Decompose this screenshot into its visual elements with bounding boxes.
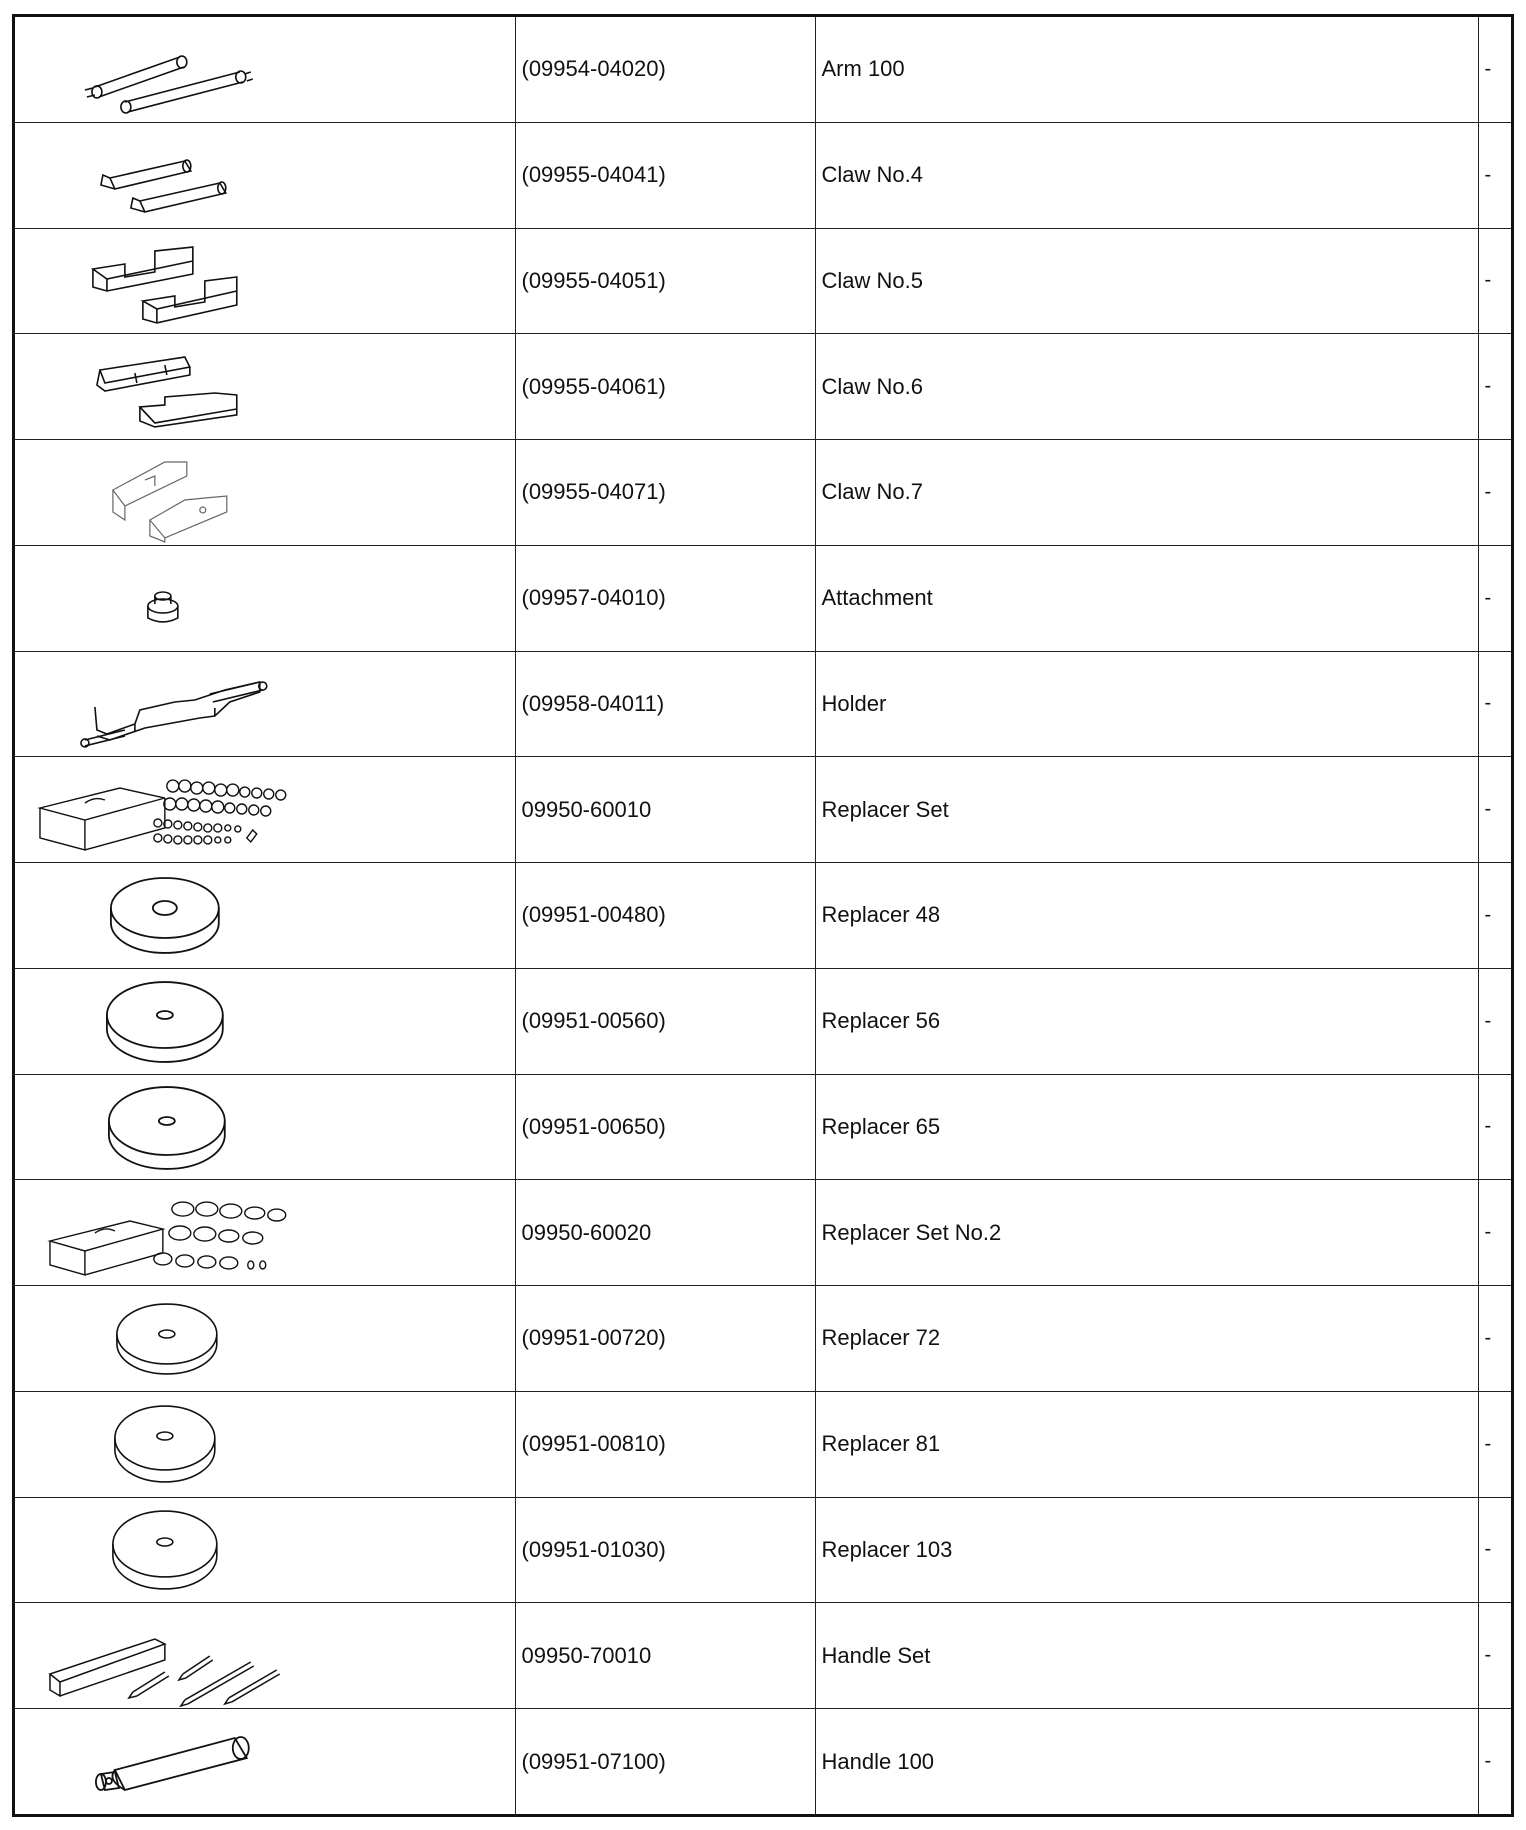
tool-name: Attachment: [815, 545, 1478, 651]
table-row: [15, 545, 1511, 651]
tool-name: Claw No.4: [815, 122, 1478, 228]
attachment-icon: [15, 546, 515, 650]
part-number: (09955-04041): [515, 122, 815, 228]
part-number: 09950-70010: [515, 1603, 815, 1709]
remark-cell: -: [1478, 1497, 1511, 1603]
tool-illustration-cell: [15, 122, 515, 228]
table-row: [15, 228, 1511, 334]
tool-name: Holder: [815, 651, 1478, 757]
table-row: [15, 1074, 1511, 1180]
tool-illustration-cell: [15, 545, 515, 651]
part-number: (09957-04010): [515, 545, 815, 651]
tool-illustration-cell: [15, 1391, 515, 1497]
remark-cell: -: [1478, 1391, 1511, 1497]
tool-name: Claw No.5: [815, 228, 1478, 334]
part-number: (09958-04011): [515, 651, 815, 757]
tool-illustration-cell: [15, 968, 515, 1074]
claw-no4-icon: [15, 123, 515, 227]
claw-no5-icon: [15, 229, 515, 333]
remark-cell: -: [1478, 1074, 1511, 1180]
replacer-disc-icon: [15, 969, 515, 1073]
table-row: [15, 1391, 1511, 1497]
part-number: (09951-01030): [515, 1497, 815, 1603]
tool-name: Replacer 103: [815, 1497, 1478, 1603]
remark-cell: -: [1478, 334, 1511, 440]
remark-cell: -: [1478, 17, 1511, 122]
tool-list-sheet: [12, 14, 1514, 1817]
replacer-disc-icon: [15, 1392, 515, 1496]
part-number: (09951-00810): [515, 1391, 815, 1497]
tool-illustration-cell: [15, 757, 515, 863]
table-row: [15, 651, 1511, 757]
part-number: (09951-00480): [515, 863, 815, 969]
tool-illustration-cell: [15, 863, 515, 969]
part-number: (09951-00560): [515, 968, 815, 1074]
table-row: [15, 968, 1511, 1074]
handle-icon: [15, 1710, 515, 1814]
replacer-set-no2-icon: [15, 1181, 515, 1285]
tool-name: Arm 100: [815, 17, 1478, 122]
tool-name: Claw No.7: [815, 440, 1478, 546]
remark-cell: -: [1478, 1180, 1511, 1286]
remark-cell: -: [1478, 1603, 1511, 1709]
remark-cell: -: [1478, 228, 1511, 334]
tool-name: Handle 100: [815, 1709, 1478, 1815]
tool-illustration-cell: [15, 651, 515, 757]
replacer-disc-icon: [15, 863, 515, 967]
tool-name: Replacer Set No.2: [815, 1180, 1478, 1286]
tool-illustration-cell: [15, 228, 515, 334]
tool-illustration-cell: [15, 1709, 515, 1815]
claw-no6-icon: [15, 335, 515, 439]
part-number: 09950-60010: [515, 757, 815, 863]
table-row: [15, 1497, 1511, 1603]
part-number: (09951-00720): [515, 1286, 815, 1392]
tool-illustration-cell: [15, 1603, 515, 1709]
table-row: [15, 757, 1511, 863]
special-tools-table: [15, 17, 1511, 1814]
part-number: 09950-60020: [515, 1180, 815, 1286]
tool-name: Replacer 65: [815, 1074, 1478, 1180]
remark-cell: -: [1478, 863, 1511, 969]
tool-name: Replacer 72: [815, 1286, 1478, 1392]
tool-illustration-cell: [15, 1074, 515, 1180]
table-row: [15, 17, 1511, 122]
part-number: (09954-04020): [515, 17, 815, 122]
table-row: [15, 440, 1511, 546]
remark-cell: -: [1478, 122, 1511, 228]
tool-name: Replacer Set: [815, 757, 1478, 863]
replacer-disc-icon: [15, 1498, 515, 1602]
remark-cell: -: [1478, 440, 1511, 546]
remark-cell: -: [1478, 1709, 1511, 1815]
remark-cell: -: [1478, 1286, 1511, 1392]
tool-name: Replacer 56: [815, 968, 1478, 1074]
holder-icon: [15, 652, 515, 756]
replacer-set-icon: [15, 758, 515, 862]
part-number: (09951-00650): [515, 1074, 815, 1180]
table-row: [15, 863, 1511, 969]
part-number: (09955-04051): [515, 228, 815, 334]
table-row: [15, 122, 1511, 228]
claw-no7-icon: [15, 440, 515, 544]
remark-cell: -: [1478, 651, 1511, 757]
tool-name: Claw No.6: [815, 334, 1478, 440]
table-row: [15, 1286, 1511, 1392]
tool-illustration-cell: [15, 1497, 515, 1603]
tool-illustration-cell: [15, 334, 515, 440]
tool-illustration-cell: [15, 440, 515, 546]
remark-cell: -: [1478, 545, 1511, 651]
tool-name: Replacer 81: [815, 1391, 1478, 1497]
remark-cell: -: [1478, 968, 1511, 1074]
handle-set-icon: [15, 1604, 515, 1708]
arm-icon: [15, 17, 515, 121]
tool-name: Replacer 48: [815, 863, 1478, 969]
tool-illustration-cell: [15, 1286, 515, 1392]
table-row: [15, 334, 1511, 440]
table-row: [15, 1709, 1511, 1815]
tool-illustration-cell: [15, 17, 515, 122]
part-number: (09955-04071): [515, 440, 815, 546]
tool-name: Handle Set: [815, 1603, 1478, 1709]
table-row: [15, 1603, 1511, 1709]
replacer-disc-icon: [15, 1286, 515, 1390]
table-row: [15, 1180, 1511, 1286]
part-number: (09951-07100): [515, 1709, 815, 1815]
tool-illustration-cell: [15, 1180, 515, 1286]
replacer-disc-icon: [15, 1075, 515, 1179]
remark-cell: -: [1478, 757, 1511, 863]
part-number: (09955-04061): [515, 334, 815, 440]
